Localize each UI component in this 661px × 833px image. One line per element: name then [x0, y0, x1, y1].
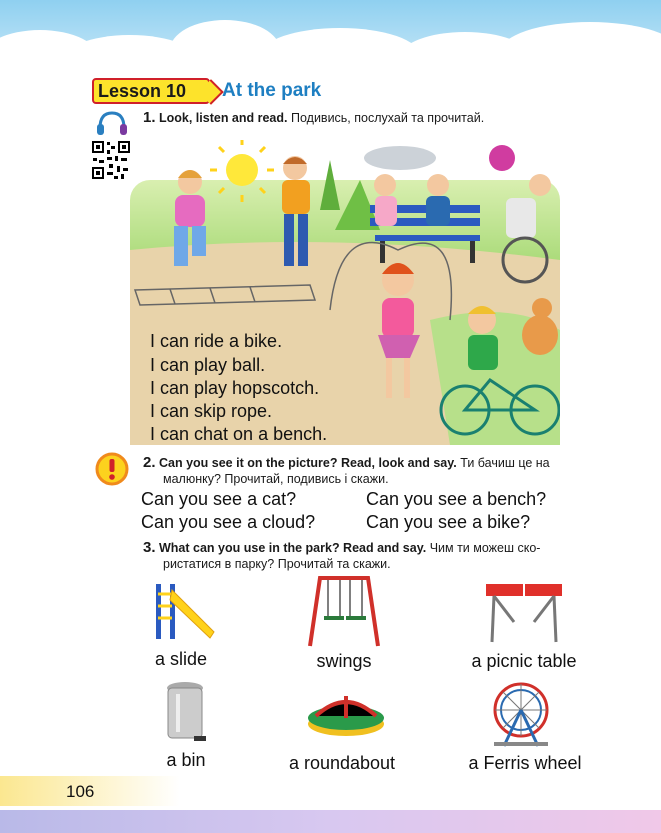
sentence-2: I can play ball.: [150, 355, 266, 375]
item-label-swings: swings: [316, 651, 372, 671]
bin-icon: [160, 680, 210, 744]
cloud-shape: [364, 146, 436, 170]
sentence-1: I can ride a bike.: [150, 331, 283, 351]
exercise-3-instruction: [143, 540, 603, 572]
question-bench: Can you see a bench?: [366, 489, 547, 509]
roundabout-icon: [304, 688, 388, 740]
exercise-2-instruction: [143, 455, 603, 487]
picnic-table-icon: [484, 582, 564, 644]
exercise-2-bold: Can you see it on the picture? Read, look and say.: [159, 456, 457, 470]
lesson-label: Lesson 10: [98, 81, 187, 101]
exercise-2-text: Ти бачиш це на: [460, 456, 550, 470]
item-label-picnic-table: a picnic table: [471, 651, 577, 671]
item-label-bin: a bin: [166, 750, 206, 770]
page-number: 106: [66, 782, 95, 801]
exercise-1-number: 1.: [143, 109, 156, 126]
item-label-roundabout: a roundabout: [288, 753, 396, 773]
question-bike: Can you see a bike?: [366, 512, 531, 532]
exercise-2-number: 2.: [143, 454, 156, 471]
exercise-3-text: Чим ти можеш ско-: [429, 541, 541, 555]
exercise-1-instruction: [143, 110, 484, 126]
exercise-1-bold: Look, listen and read.: [159, 111, 288, 125]
sentence-4: I can skip rope.: [150, 401, 273, 421]
exclamation-icon: [95, 452, 129, 486]
exercise-2-text-cont: малюнку? Прочитай, подивись і скажи.: [163, 472, 389, 486]
swings-icon: [306, 576, 382, 648]
exercise-3-text-cont: ристатися в парку? Прочитай та скажи.: [163, 557, 391, 571]
exercise-3-bold: What can you use in the park? Read and say.: [159, 541, 427, 555]
exercise-3-number: 3.: [143, 539, 156, 556]
headphones-icon: [95, 110, 129, 136]
sentence-5: I can chat on a bench.: [150, 424, 328, 444]
qr-code-icon: [91, 140, 131, 180]
exercise-1-text: Подивись, послухай та прочитай.: [290, 111, 485, 125]
lesson-title: At the park: [222, 80, 322, 101]
item-label-slide: a slide: [154, 649, 208, 669]
item-label-ferris-wheel: a Ferris wheel: [468, 753, 582, 773]
ferris-wheel-icon: [490, 680, 552, 748]
sentence-3: I can play hopscotch.: [150, 378, 320, 398]
question-cloud: Can you see a cloud?: [141, 512, 316, 532]
footer-bar: [0, 810, 661, 833]
slide-icon: [148, 582, 220, 644]
question-cat: Can you see a cat?: [141, 489, 297, 509]
